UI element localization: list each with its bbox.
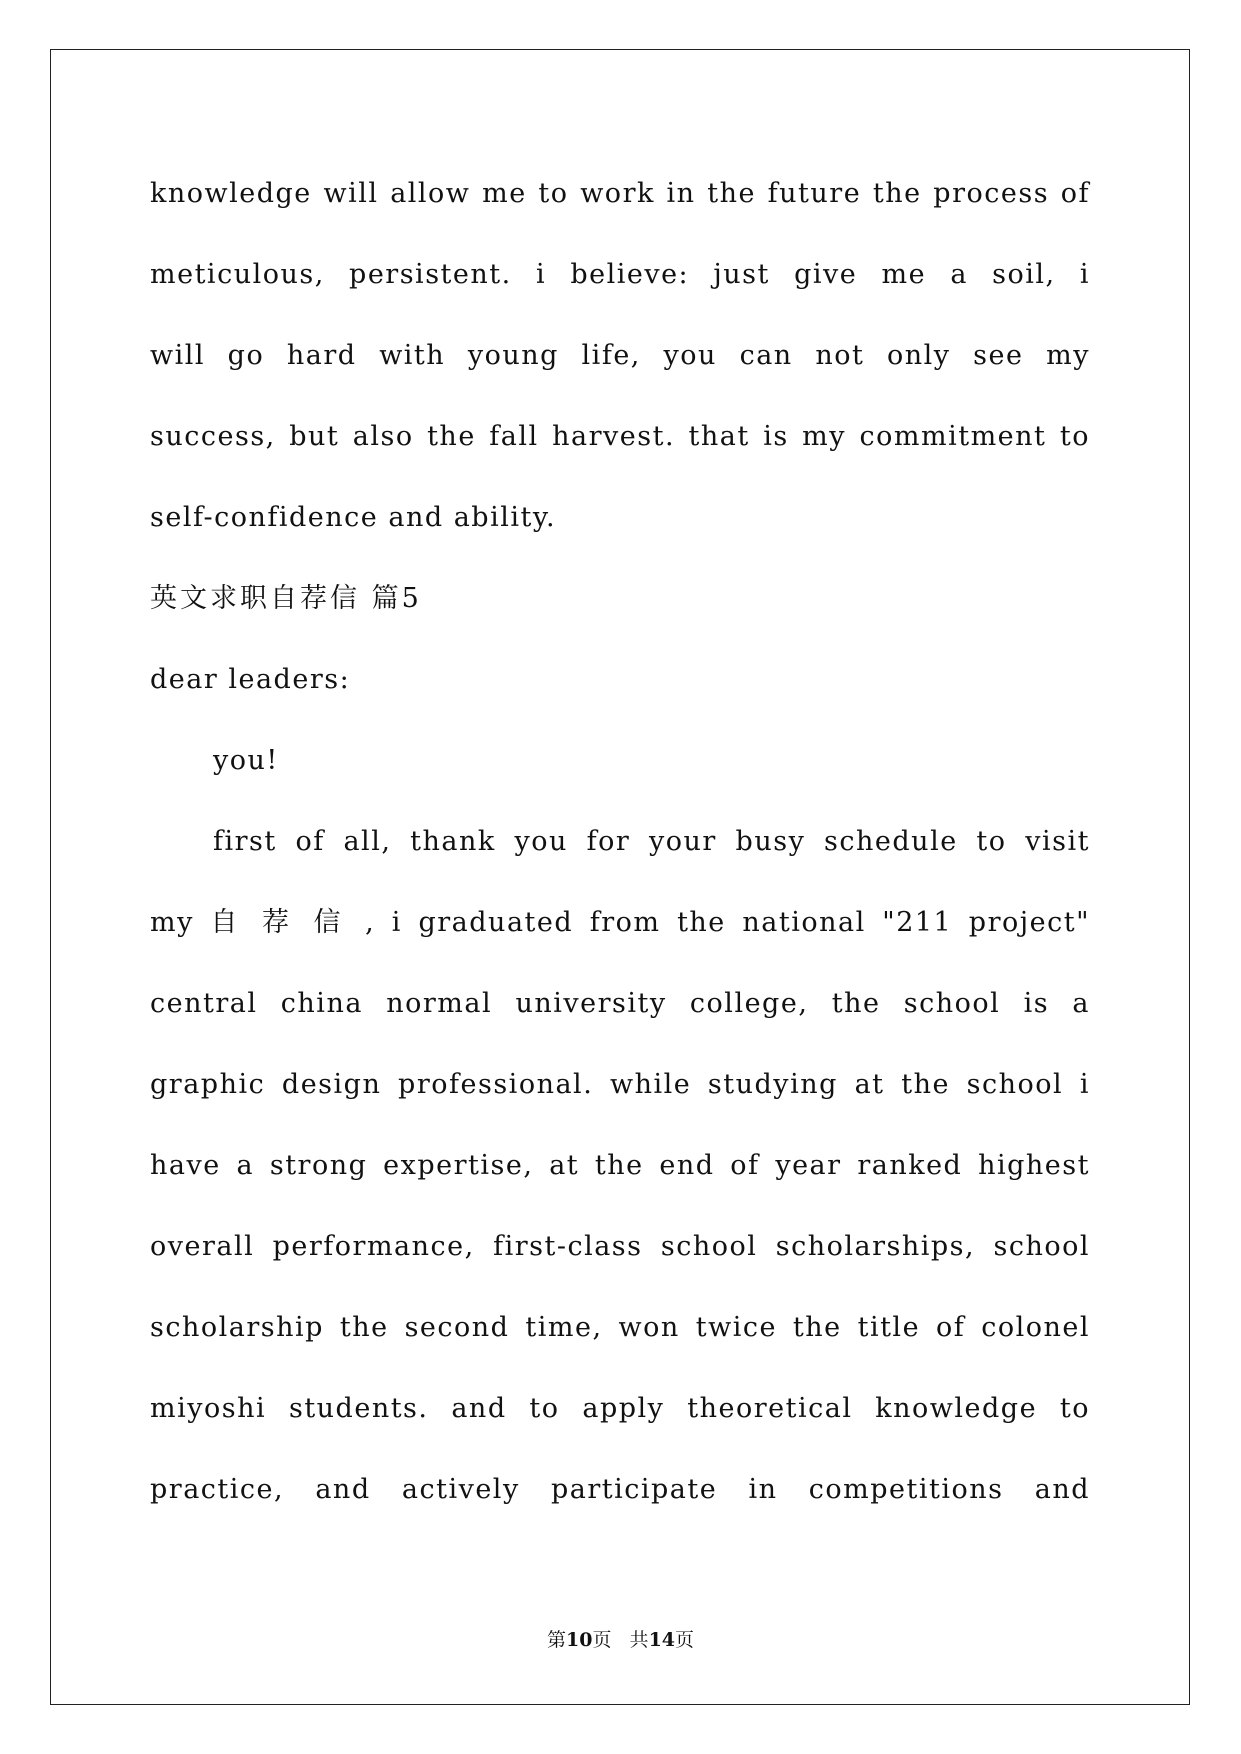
total-pages-number: 14 — [648, 1629, 676, 1651]
body-line: success, but also the fall harvest. that is my commitment to — [150, 421, 1090, 452]
page-footer — [0, 1626, 1241, 1654]
current-page-number: 10 — [565, 1629, 593, 1651]
body-line: meticulous, persistent. i believe: just give me a soil, i — [150, 259, 1090, 290]
body-line: practice, and actively participate in competitions and — [150, 1474, 1090, 1505]
body-line: my 自 荐 信 , i graduated from the national "211 project" — [150, 907, 1090, 938]
body-line: will go hard with young life, you can not only see my — [150, 340, 1090, 371]
body-line: overall performance, first-class school scholarships, school — [150, 1231, 1090, 1262]
body-line: scholarship the second time, won twice the title of colonel — [150, 1312, 1090, 1343]
body-line: graphic design professional. while studying at the school i — [150, 1069, 1090, 1100]
footer-middle: 页 共 — [592, 1629, 649, 1651]
salutation: dear leaders: — [150, 664, 351, 695]
body-line: have a strong expertise, at the end of year ranked highest — [150, 1150, 1090, 1181]
body-line: knowledge will allow me to work in the future the process of — [150, 178, 1090, 209]
paragraph-first-line: first of all, thank you for your busy schedule to visit — [213, 826, 1090, 857]
body-line: miyoshi students. and to apply theoretical knowledge to — [150, 1393, 1090, 1424]
body-line: self-confidence and ability. — [150, 502, 557, 533]
greeting-line: you! — [213, 745, 279, 776]
document-body — [150, 160, 1090, 1537]
footer-prefix: 第 — [546, 1629, 566, 1651]
section-heading: 英文求职自荐信 篇5 — [150, 583, 422, 614]
body-line: central china normal university college, the school is a — [150, 988, 1090, 1019]
footer-suffix: 页 — [675, 1629, 695, 1651]
